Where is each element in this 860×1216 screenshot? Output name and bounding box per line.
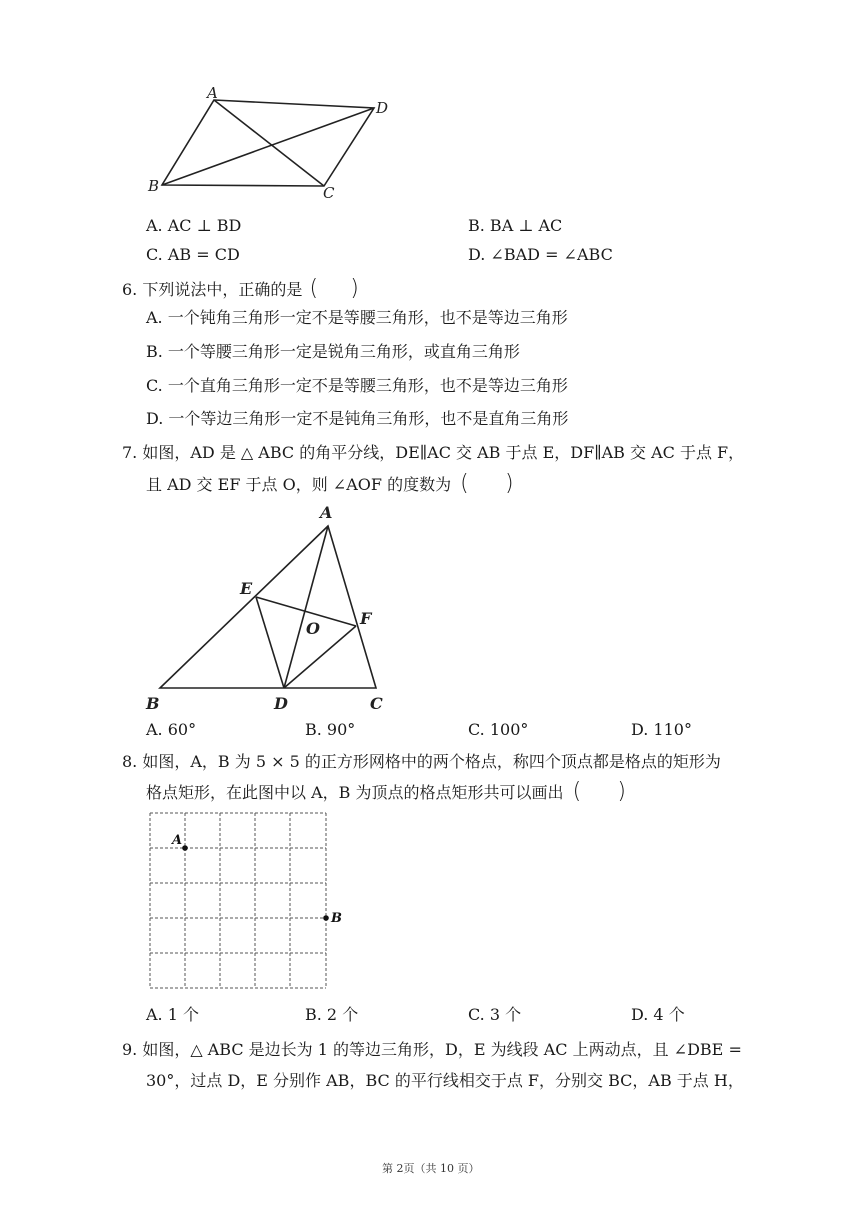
parallelogram-figure — [140, 84, 400, 200]
q7-option-d[interactable]: D. 110° — [631, 720, 692, 739]
label-d: D — [376, 99, 389, 117]
grid-figure — [140, 805, 360, 995]
label-a: A — [207, 84, 218, 102]
page-footer: 第 2页（共 10 页） — [382, 1162, 480, 1175]
q8-option-c[interactable]: C. 3 个 — [468, 1005, 522, 1024]
q5-option-b[interactable]: B. BA ⊥ AC — [468, 216, 563, 235]
q5-option-d[interactable]: D. ∠BAD = ∠ABC — [468, 245, 613, 264]
q5-option-c[interactable]: C. AB = CD — [146, 245, 240, 264]
label-o: O — [306, 619, 320, 638]
q5-option-a[interactable]: A. AC ⊥ BD — [146, 216, 242, 235]
q8-option-b[interactable]: B. 2 个 — [305, 1005, 359, 1024]
label-d: D — [274, 694, 288, 713]
answer-bracket-close: ) — [617, 779, 626, 804]
label-b: B — [331, 911, 342, 926]
label-a: A — [172, 833, 183, 848]
grid-point-b — [323, 915, 329, 921]
answer-bracket-open: ( — [309, 276, 319, 301]
answer-bracket-open: ( — [572, 779, 582, 804]
label-c: C — [323, 184, 335, 200]
label-c: C — [370, 694, 383, 713]
q8-option-a[interactable]: A. 1 个 — [146, 1005, 199, 1024]
q7-stem-line2: 且 AD 交 EF 于点 O，则 ∠AOF 的度数为 ( ) — [146, 471, 514, 496]
label-a: A — [320, 503, 333, 522]
diagonal-bd — [162, 108, 374, 185]
q6-stem: 6. 下列说法中，正确的是 ( ) — [122, 276, 359, 301]
q8-stem-line1: 8. 如图，A，B 为 5 × 5 的正方形网格中的两个格点，称四个顶点都是格点的矩形为 — [122, 752, 721, 771]
label-e: E — [240, 579, 253, 598]
q7-option-a[interactable]: A. 60° — [146, 720, 197, 739]
q6-option-d[interactable]: D. 一个等边三角形一定不是钝角三角形，也不是直角三角形 — [146, 409, 569, 428]
label-f: F — [360, 609, 372, 628]
q9-stem-line2: 30°，过点 D，E 分别作 AB，BC 的平行线相交于点 F，分别交 BC，AB 于点 H， — [146, 1071, 744, 1090]
answer-bracket-close: ) — [504, 471, 514, 496]
q9-stem-line1: 9. 如图，△ ABC 是边长为 1 的等边三角形，D，E 为线段 AC 上两动点，且 ∠DBE = — [122, 1040, 742, 1059]
q6-option-b[interactable]: B. 一个等腰三角形一定是锐角三角形，或直角三角形 — [146, 342, 520, 361]
q6-option-a[interactable]: A. 一个钝角三角形一定不是等腰三角形，也不是等边三角形 — [146, 308, 568, 327]
label-b: B — [146, 694, 160, 713]
q7-option-c[interactable]: C. 100° — [468, 720, 529, 739]
segment-de — [256, 597, 284, 688]
answer-bracket-close: ) — [350, 276, 359, 301]
q6-option-c[interactable]: C. 一个直角三角形一定不是等腰三角形，也不是等边三角形 — [146, 376, 568, 395]
q8-stem-line2: 格点矩形，在此图中以 A，B 为顶点的格点矩形共可以画出 ( ) — [146, 779, 626, 804]
segment-df — [284, 626, 356, 688]
triangle-figure — [140, 500, 400, 716]
triangle-abc — [160, 526, 376, 688]
answer-bracket-open: ( — [460, 471, 469, 496]
q7-option-b[interactable]: B. 90° — [305, 720, 356, 739]
q7-stem-line1: 7. 如图，AD 是 △ ABC 的角平分线，DE∥AC 交 AB 于点 E，DF∥AB 交 AC 于点 F， — [122, 443, 745, 462]
diagonal-ac — [214, 100, 324, 186]
q8-option-d[interactable]: D. 4 个 — [631, 1005, 685, 1024]
label-b: B — [148, 177, 160, 195]
grid-point-a — [182, 845, 188, 851]
